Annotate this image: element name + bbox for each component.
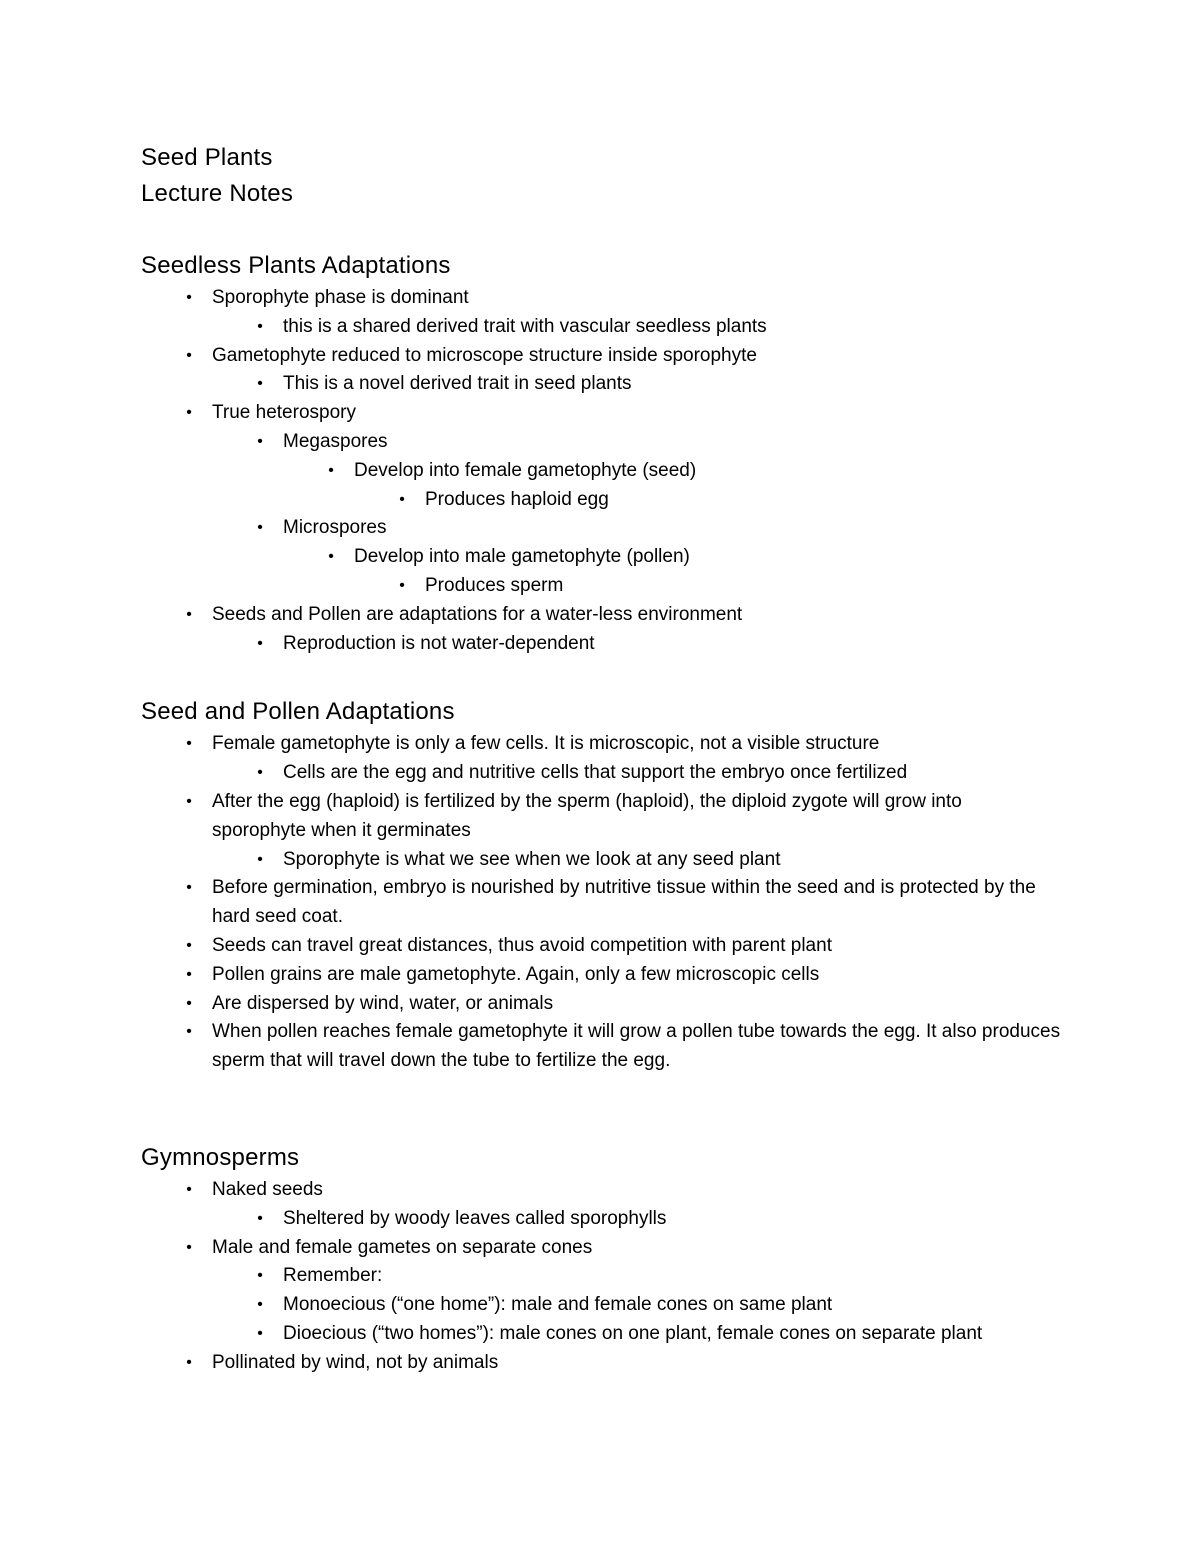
list-item [283,543,1061,601]
bullet-icon: • [257,1209,263,1227]
section-seedless-plants-adaptations [141,248,1061,658]
list-item-text: Pollen grains are male gametophyte. Again, only a few microscopic cells [212,963,820,985]
bullet-icon: • [328,548,334,566]
list-item [257,428,1061,457]
list-item-text: Develop into male gametophyte (pollen) [354,546,690,568]
list-item-text: Reproduction is not water-dependent [283,632,595,654]
list-item [328,457,1061,486]
list-item-text: Produces haploid egg [425,488,609,510]
list-item [186,284,1061,313]
list-item [354,486,1061,515]
bullet-icon: • [186,1353,192,1371]
list-item-text: Produces sperm [425,574,564,596]
list-item [399,486,1061,515]
list-item [212,370,1061,399]
list-item [257,1205,1061,1234]
list-item [212,846,1061,875]
bullet-icon: • [328,461,334,479]
list-item [186,788,1061,846]
list-item [186,990,1061,1019]
list-item-text: Naked seeds [212,1178,323,1200]
document-page [141,140,1061,1378]
list-item [186,730,1061,759]
list-item [257,630,1061,659]
bullet-icon: • [257,850,263,868]
list-item [257,313,1061,342]
bullet-icon: • [186,792,192,810]
list-item-text: Pollinated by wind, not by animals [212,1351,499,1373]
document-subtitle: Lecture Notes [141,180,294,207]
bullet-icon: • [186,404,192,422]
bullet-icon: • [186,605,192,623]
list-item-text: Remember: [283,1265,383,1287]
list-item [283,457,1061,515]
list-item [257,1291,1061,1320]
list-item [257,370,1061,399]
list-item-text: Seeds and Pollen are adaptations for a water-less environment [212,603,743,625]
section-heading: Seed and Pollen Adaptations [141,698,455,726]
bullet-icon: • [257,634,263,652]
bullet-icon: • [257,317,263,335]
bullet-icon: • [186,965,192,983]
list-item [212,630,1061,659]
bullet-icon: • [257,432,263,450]
list-item-text: When pollen reaches female gametophyte it will grow a pollen tube towards the egg. It also produces sperm that will travel down the tube to fertilize the egg. [212,1021,1061,1072]
list-item-text: Develop into female gametophyte (seed) [354,459,697,481]
bullet-icon: • [257,1296,263,1314]
bullet-list [186,730,1061,1076]
list-item [257,846,1061,875]
section-gymnosperms [141,1140,1061,1378]
list-item [186,1234,1061,1263]
list-item [186,1018,1061,1076]
list-item [186,399,1061,428]
bullet-icon: • [186,289,192,306]
bullet-list [186,284,1061,658]
list-item [186,961,1061,990]
list-item-text: True heterospory [212,402,356,424]
list-item-text: Megaspores [283,430,388,452]
list-item [212,1205,1061,1234]
list-item [186,1176,1061,1205]
list-item [257,1320,1061,1349]
list-item-text: Dioecious (“two homes”): male cones on one plant, female cones on separate plant [283,1322,983,1344]
list-item [186,874,1061,932]
list-item [212,1262,1061,1348]
list-item-text: Sheltered by woody leaves called sporophylls [283,1207,667,1229]
list-item-text: Cells are the egg and nutritive cells that support the embryo once fertilized [283,762,908,784]
list-item [212,313,1061,342]
list-item-text: After the egg (haploid) is fertilized by the sperm (haploid), the diploid zygote will grow into sporophyte when it germinates [212,790,962,841]
list-item-text: Sporophyte phase is dominant [212,287,469,308]
bullet-icon: • [186,1023,192,1041]
list-item-text: Gametophyte reduced to microscope structure inside sporophyte [212,344,757,366]
list-item-text: Female gametophyte is only a few cells. It is microscopic, not a visible structure [212,733,880,755]
bullet-icon: • [186,1180,192,1198]
list-item [257,514,1061,543]
list-item [257,1262,1061,1291]
bullet-list [186,1176,1061,1378]
bullet-icon: • [186,994,192,1012]
bullet-icon: • [257,764,263,782]
bullet-icon: • [186,735,192,753]
bullet-icon: • [257,1324,263,1342]
list-item-text: Seeds can travel great distances, thus avoid competition with parent plant [212,934,832,956]
document-title: Seed Plants [141,144,273,171]
bullet-icon: • [186,1238,192,1256]
bullet-icon: • [399,576,405,594]
bullet-icon: • [257,375,263,393]
list-item [212,428,1061,601]
list-item [257,759,1061,788]
section-heading: Seedless Plants Adaptations [141,252,451,279]
list-item [399,572,1061,601]
list-item [328,543,1061,572]
bullet-icon: • [257,1267,263,1285]
bullet-icon: • [399,490,405,508]
list-item-text: this is a shared derived trait with vascular seedless plants [283,315,767,337]
section-heading: Gymnosperms [141,1143,300,1171]
list-item-text: Before germination, embryo is nourished by nutritive tissue within the seed and is protected by the hard seed coat. [212,877,1036,928]
bullet-icon: • [186,346,192,364]
list-item [354,572,1061,601]
list-item-text: Are dispersed by wind, water, or animals [212,992,554,1014]
bullet-icon: • [186,879,192,897]
section-seed-and-pollen-adaptations [141,694,1061,1076]
list-item [186,601,1061,630]
list-item [186,1349,1061,1378]
bullet-icon: • [257,519,263,537]
list-item [212,759,1061,788]
bullet-icon: • [186,936,192,954]
list-item-text: Monoecious (“one home”): male and female cones on same plant [283,1294,833,1316]
list-item [186,342,1061,371]
list-item [186,932,1061,961]
list-item-text: Male and female gametes on separate cones [212,1236,593,1258]
list-item-text: Microspores [283,517,387,539]
list-item-text: Sporophyte is what we see when we look at any seed plant [283,848,781,870]
list-item-text: This is a novel derived trait in seed plants [283,373,632,395]
